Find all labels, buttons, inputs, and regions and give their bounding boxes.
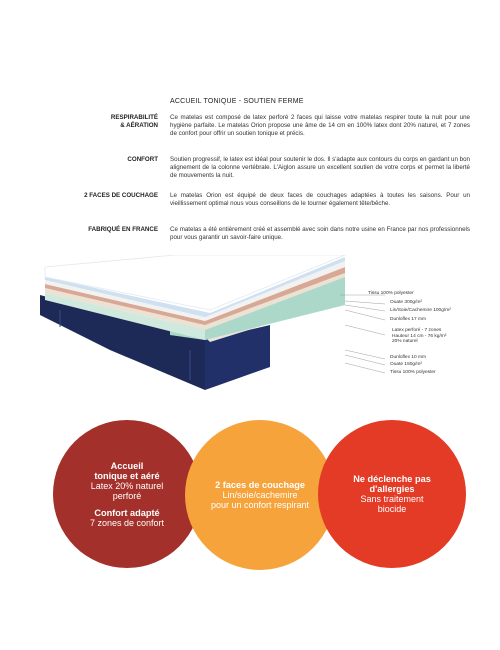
layer-label-latex: Latex perforé - 7 zones Hauteur 14 cm - 76 kg/m³ 20% naturel (392, 328, 447, 345)
layer-label-ouate-300: Ouate 300g/m² (390, 300, 422, 305)
spec-text: Ce matelas est composé de latex perforé 2 faces qui laisse votre matelas respirer toute la nuit pour une hygiène parfaite. Le matelas Orion propose une âme de 14 cm en 100% latex dont 20% naturel, et 7 zones de confort pour offrir un soutien tonique et précis. (170, 114, 470, 137)
layer-label-tissu-top: Tissu 100% polyester (368, 291, 414, 296)
layer-label-dunloflex-17: Dunloflex 17 mm (390, 317, 426, 322)
spec-label: FABRIQUÉ EN FRANCE (88, 226, 158, 233)
layer-label-dunloflex-10: Dunloflex 10 mm (390, 355, 426, 360)
spec-label: RESPIRABILITÉ & AÉRATION (110, 114, 158, 129)
feature-circle-two-sides: 2 faces de couchage Lin/soie/cachemire pour un confort respirant (185, 420, 335, 570)
section-heading: ACCUEIL TONIQUE - SOUTIEN FERME (170, 98, 304, 105)
layer-label-tissu-bottom: Tissu 100% polyester (390, 370, 436, 375)
spec-text: Ce matelas a été entièrement créé et assemblé avec soin dans notre usine en France par nos professionnels pour vous garantir un savoir-faire unique. (170, 226, 470, 241)
spec-label: CONFORT (127, 156, 158, 163)
feature-circle-allergies: Ne déclenche pas d'allergies Sans traitement biocide (318, 420, 466, 568)
mattress-illustration (0, 255, 500, 415)
spec-label: 2 FACES DE COUCHAGE (84, 192, 158, 199)
spec-text: Soutien progressif, le latex est idéal pour soutenir le dos. Il s'adapte aux contours du corps en gardant un bon alignement de la colonne vertébrale. L'Aiglon assure un excellent soutien de votre corps et permet la liberté de mouvements la nuit. (170, 156, 470, 179)
spec-text: Le matelas Orion est équipé de deux faces de couchages adaptées à toutes les saisons. Pour un vieillissement optimal nous vous conseillons de le tourner également tête/bêche. (170, 192, 470, 207)
feature-circle-latex: Accueil tonique et aéré Latex 20% naturel perforé Confort adapté 7 zones de confort (53, 420, 201, 568)
layer-label-lin-soie: Lin/Soie/Cachemire 100g/m² (390, 308, 451, 313)
layer-label-ouate-150: Ouate 150g/m² (390, 362, 422, 367)
